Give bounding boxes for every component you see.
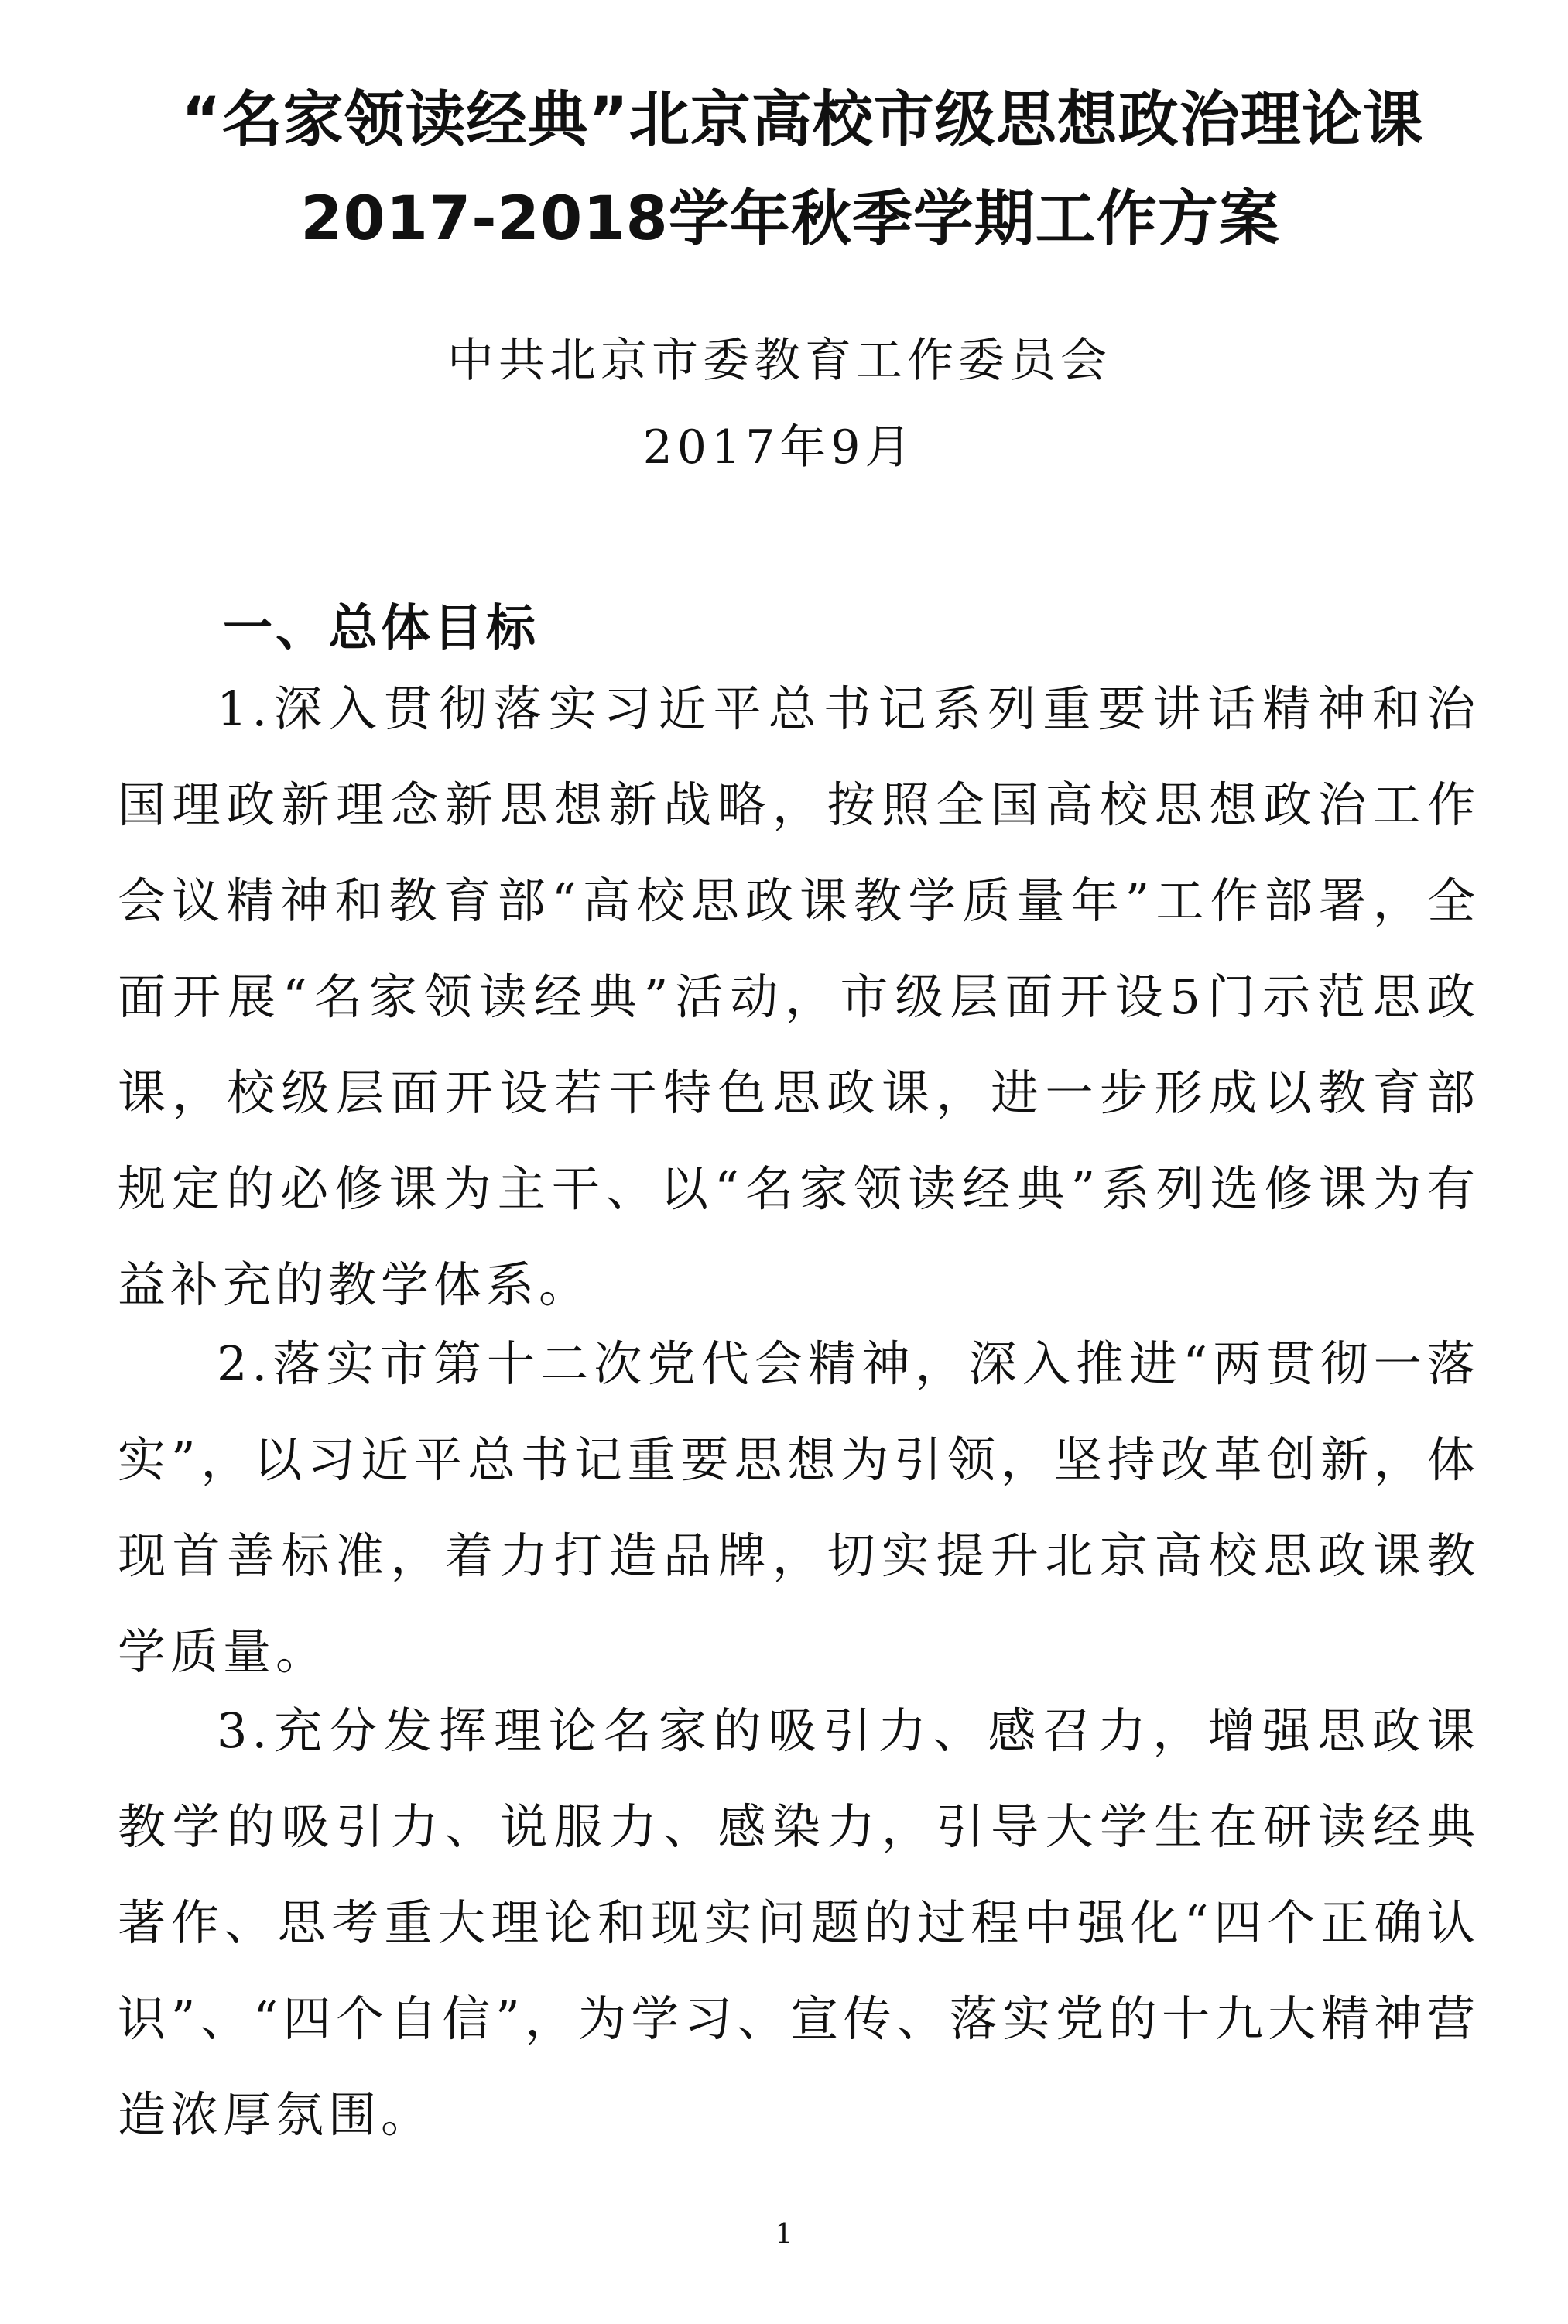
paragraph-1: 1.深入贯彻落实习近平总书记系列重要讲话精神和治国理政新理念新思想新战略，按照全国高校思想政治工作会议精神和教育部“高校思政课教学质量年”工作部署，全面开展“名家领读经典”活动，市级层面开设5门示范思政课，校级层面开设若干特色思政课，进一步形成以教育部规定的必修课为主干、以“名家领读经典”系列选修课为有益补充的教学体系。 <box>118 680 1480 1313</box>
section-heading: 一、总体目标 <box>223 600 539 657</box>
issuer: 中共北京市委教育工作委员会 <box>447 334 1111 388</box>
document-title-line-1: “名家领读经典”北京高校市级思想政治理论课 <box>181 85 1424 155</box>
paragraph-2: 2.落实市第十二次党代会精神，深入推进“两贯彻一落实”，以习近平总书记重要思想为引领，坚持改革创新，体现首善标准，着力打造品牌，切实提升北京高校思政课教学质量。 <box>118 1335 1480 1680</box>
document-title-line-2: 2017-2018学年秋季学期工作方案 <box>300 184 1280 254</box>
issue-date: 2017年9月 <box>642 420 916 475</box>
page-number: 1 <box>775 2219 793 2250</box>
paragraph-3: 3.充分发挥理论名家的吸引力、感召力，增强思政课教学的吸引力、说服力、感染力，引导大学生在研读经典著作、思考重大理论和现实问题的过程中强化“四个正确认识”、“四个自信”，为学习、宣传、落实党的十九大精神营造浓厚氛围。 <box>118 1702 1480 2143</box>
